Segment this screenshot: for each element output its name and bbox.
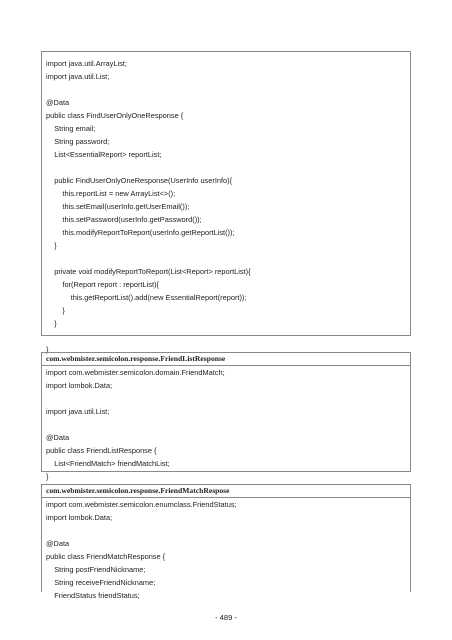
code-line	[46, 392, 406, 405]
code-body	[42, 52, 410, 356]
code-line	[46, 524, 406, 537]
code-line: private void modifyReportToReport(List<Report> reportList){	[46, 267, 251, 276]
code-line: @Data	[46, 433, 70, 442]
code-line: List<EssentialReport> reportList;	[46, 150, 162, 159]
code-line: import com.webmister.semicolon.domain.FriendMatch;	[46, 368, 225, 377]
code-line: this.setPassword(userInfo.getPassword());	[46, 215, 202, 224]
code-line: @Data	[46, 539, 70, 548]
code-line: String postFriendNickname;	[46, 565, 146, 574]
code-line: import lombok.Data;	[46, 513, 113, 522]
code-line: this.modifyReportToReport(userInfo.getReportList());	[46, 228, 235, 237]
code-line	[46, 83, 406, 96]
code-line: }	[46, 241, 57, 250]
code-line: FriendStatus friendStatus;	[46, 591, 140, 600]
code-block-find-user-response	[41, 51, 411, 354]
code-line: String email;	[46, 124, 96, 133]
code-line	[46, 330, 406, 343]
code-line: this.setEmail(userInfo.getUserEmail());	[46, 202, 190, 211]
code-line: import java.util.List;	[46, 72, 110, 81]
code-body	[42, 498, 410, 602]
code-line: }	[46, 319, 57, 328]
code-line: }	[46, 306, 65, 315]
code-line	[46, 418, 406, 431]
code-line: @Data	[46, 98, 70, 107]
code-line	[46, 161, 406, 174]
code-block-header: com.webmister.semicolon.response.FriendListResponse	[42, 353, 410, 366]
code-line: this.reportList = new ArrayList<>();	[46, 189, 176, 198]
code-line: List<FriendMatch> friendMatchList;	[46, 459, 170, 468]
code-body	[42, 366, 410, 483]
code-block-friend-list-response	[41, 352, 411, 481]
code-block-friend-match-response	[41, 484, 411, 600]
code-line: import lombok.Data;	[46, 381, 113, 390]
code-line: for(Report report : reportList){	[46, 280, 159, 289]
code-line: public class FriendMatchResponse {	[46, 552, 166, 561]
code-line: public class FriendListResponse {	[46, 446, 157, 455]
code-line: public FindUserOnlyOneResponse(UserInfo userInfo){	[46, 176, 233, 185]
code-line: }	[46, 472, 49, 481]
code-line: public class FindUserOnlyOneResponse {	[46, 111, 184, 120]
code-line: }	[46, 345, 49, 354]
code-block-header: com.webmister.semicolon.response.FriendMatchRespose	[42, 485, 410, 498]
code-line: import java.util.List;	[46, 407, 110, 416]
code-line: this.getReportList().add(new EssentialReport(report));	[46, 293, 247, 302]
code-line: import java.util.ArrayList;	[46, 59, 127, 68]
code-line	[46, 252, 406, 265]
code-line: String password;	[46, 137, 110, 146]
code-line: String receiveFriendNickname;	[46, 578, 156, 587]
page-number: - 489 -	[215, 613, 237, 622]
code-line: import com.webmister.semicolon.enumclass.FriendStatus;	[46, 500, 237, 509]
